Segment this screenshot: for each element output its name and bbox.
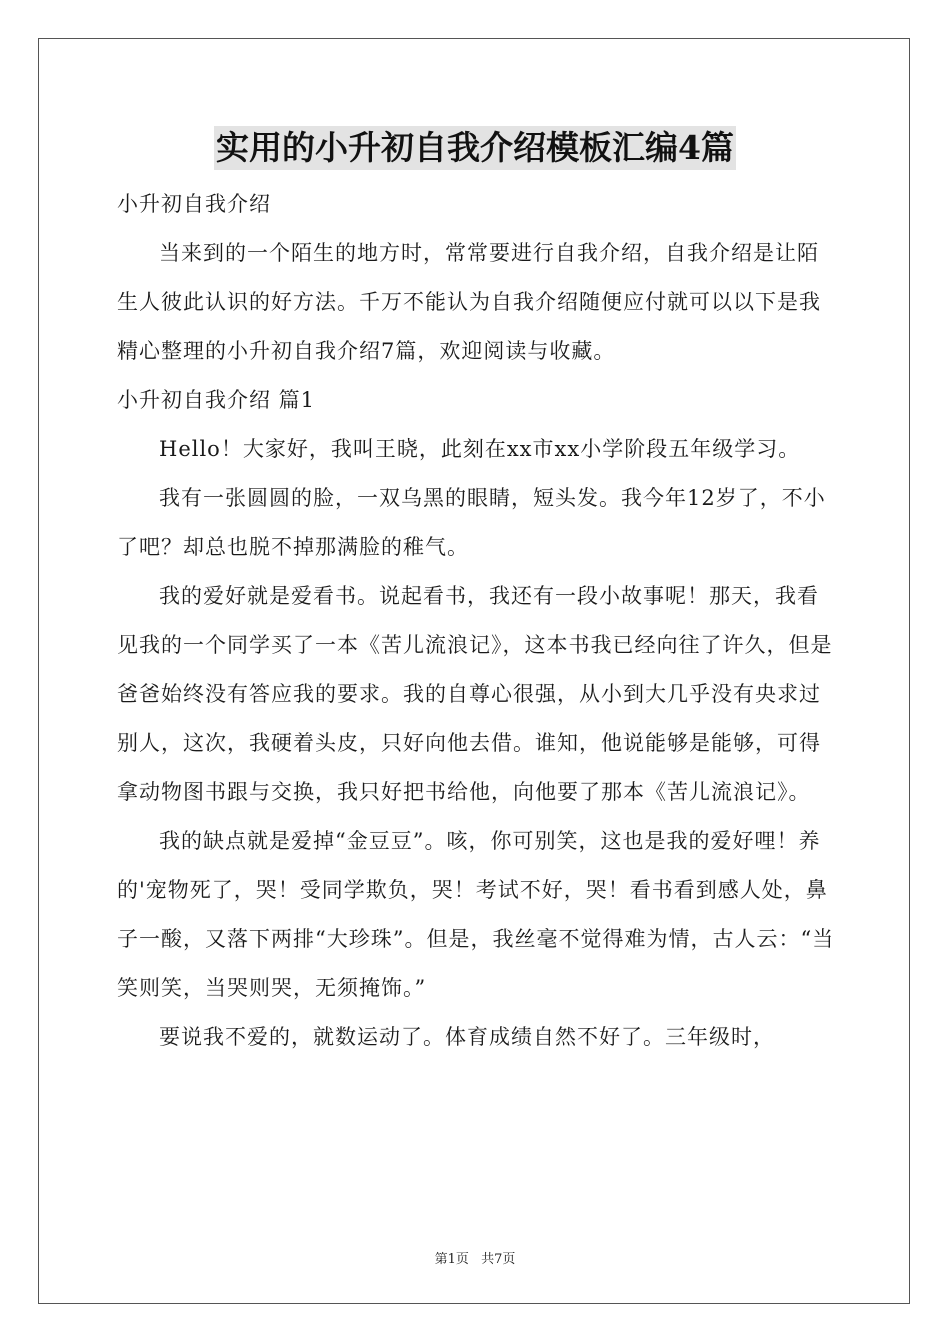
page-footer [0,1248,950,1267]
section-heading: 小升初自我介绍 篇1 [117,388,316,412]
title-wrap [0,126,950,170]
section-heading: 小升初自我介绍 [117,192,271,216]
page-number: 第1页 [434,1252,469,1267]
page-total: 共7页 [481,1252,516,1267]
paragraph: 要说我不爱的，就数运动了。体育成绩自然不好了。三年级时， [159,1025,775,1049]
paragraph: 当来到的一个陌生的地方时，常常要进行自我介绍，自我介绍是让陌生人彼此认识的好方法。千万不能认为自我介绍随便应付就可以以下是我精心整理的小升初自我介绍7篇，欢迎阅读与收藏。 [117,241,821,363]
document-title: 实用的小升初自我介绍模板汇编4篇 [214,126,736,170]
paragraph: 我的缺点就是爱掉“金豆豆”。咳，你可别笑，这也是我的爱好哩！养的'宠物死了，哭！受同学欺负，哭！考试不好，哭！看书看到感人处，鼻子一酸，又落下两排“大珍珠”。但是，我丝毫不觉得难为情，古人云：“当笑则笑，当哭则哭，无须掩饰。” [117,829,835,1000]
document-body [117,180,835,1062]
paragraph: 我有一张圆圆的脸，一双乌黑的眼睛，短头发。我今年12岁了，不小了吧？却总也脱不掉那满脸的稚气。 [117,486,826,559]
paragraph: 我的爱好就是爱看书。说起看书，我还有一段小故事呢！那天，我看见我的一个同学买了一本《苦儿流浪记》，这本书我已经向往了许久，但是爸爸始终没有答应我的要求。我的自尊心很强，从小到大几乎没有央求过别人，这次，我硬着头皮，只好向他去借。谁知，他说能够是能够，可得拿动物图书跟与交换，我只好把书给他，向他要了那本《苦儿流浪记》。 [117,584,833,804]
paragraph: Hello！大家好，我叫王晓，此刻在xx市xx小学阶段五年级学习。 [159,437,801,461]
